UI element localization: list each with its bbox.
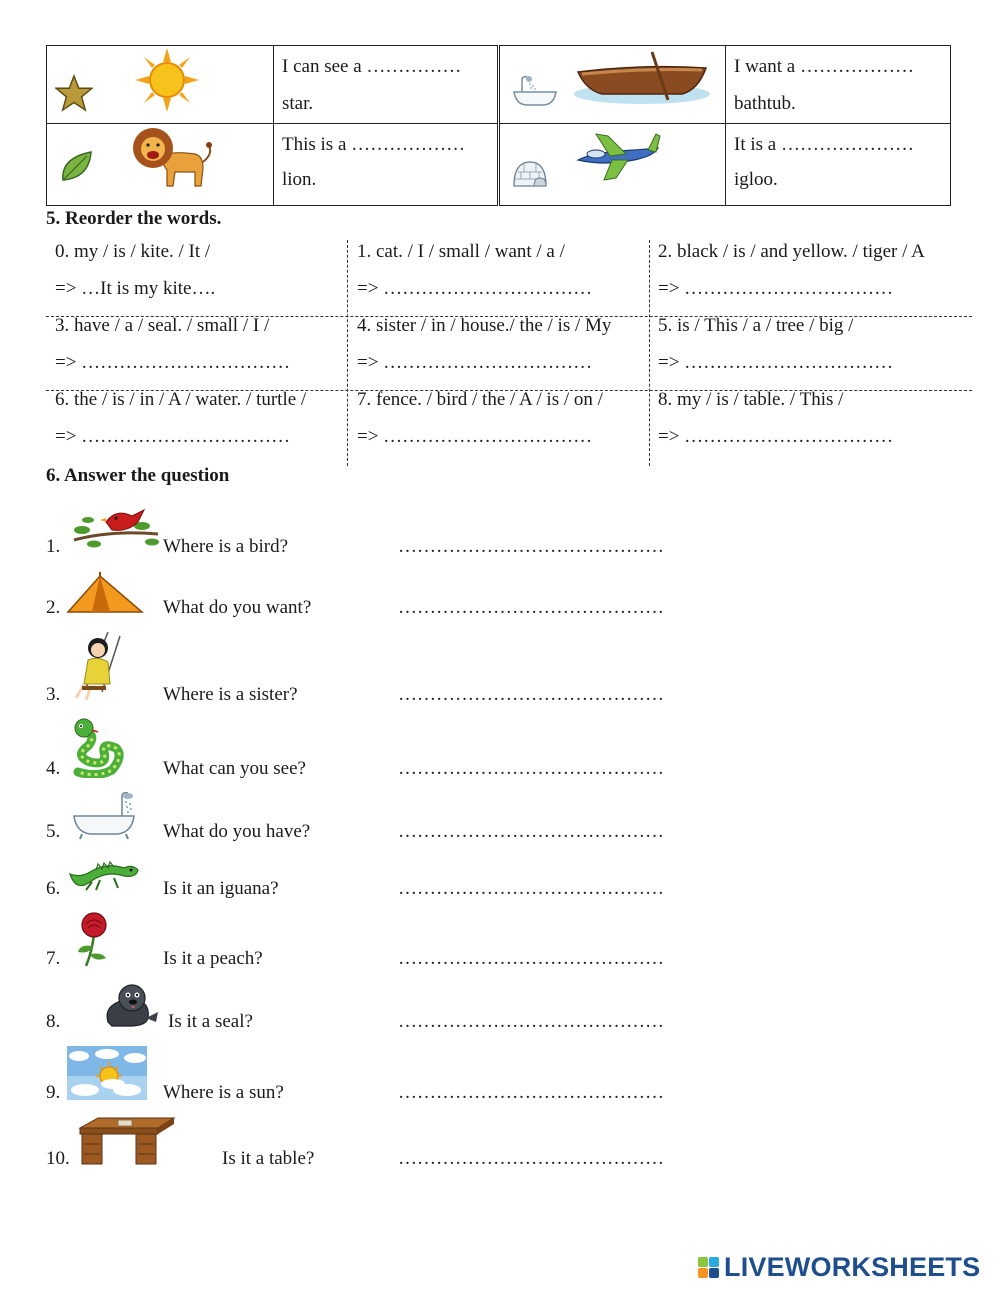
reorder-answer-blank[interactable]: => …………………………… — [357, 278, 593, 299]
boat-icon — [572, 50, 712, 106]
reorder-words: 7. fence. / bird / the / A / is / on / — [357, 389, 603, 410]
picture-sentence-table — [46, 45, 951, 206]
answer-blank[interactable]: …………………………………… — [398, 948, 664, 969]
question-text: Is it a peach? — [163, 948, 263, 969]
section-6-title: 6. Answer the question — [46, 465, 230, 486]
reorder-words: 8. my / is / table. / This / — [658, 389, 844, 410]
sentence-cell — [725, 123, 951, 206]
question-number: 4. — [46, 758, 61, 779]
question-text: Is it a table? — [222, 1148, 315, 1169]
answer-blank[interactable]: …………………………………… — [398, 758, 664, 779]
answer-word: lion. — [282, 169, 317, 190]
question-row — [46, 1011, 746, 1071]
question-number: 9. — [46, 1082, 61, 1103]
question-text: What do you want? — [163, 597, 312, 618]
reorder-item — [649, 388, 949, 462]
reorder-item — [348, 240, 648, 314]
question-text: Is it a seal? — [168, 1011, 253, 1032]
picture-cell-bathtub — [499, 45, 726, 124]
answer-blank[interactable]: …………………………………… — [398, 597, 664, 618]
airplane-icon — [574, 126, 662, 184]
section-5-title: 5. Reorder the words. — [46, 208, 222, 229]
sentence-text: I want a ……………… — [734, 56, 914, 77]
question-number: 3. — [46, 684, 61, 705]
reorder-answer-blank[interactable]: => …………………………… — [55, 426, 291, 447]
question-row — [46, 758, 746, 818]
reorder-words: 1. cat. / I / small / want / a / — [357, 241, 565, 262]
reorder-item — [348, 314, 648, 388]
question-row — [46, 597, 746, 657]
picture-cell-igloo — [499, 123, 726, 206]
reorder-words: 2. black / is / and yellow. / tiger / A — [658, 241, 925, 262]
reorder-words: 4. sister / in / house./ the / is / My — [357, 315, 612, 336]
question-number: 5. — [46, 821, 61, 842]
reorder-words: 5. is / This / a / tree / big / — [658, 315, 854, 336]
reorder-answer-blank[interactable]: => …………………………… — [658, 278, 894, 299]
star-icon — [55, 74, 93, 112]
question-row — [46, 821, 746, 881]
reorder-words: 6. the / is / in / A / water. / turtle / — [55, 389, 307, 410]
picture-cell-star — [46, 45, 274, 124]
question-row — [46, 1148, 746, 1208]
answer-blank[interactable]: …………………………………… — [398, 1148, 664, 1169]
answer-word: igloo. — [734, 169, 778, 190]
answer-word: star. — [282, 93, 314, 114]
question-text: Where is a bird? — [163, 536, 289, 557]
sentence-text: I can see a …………… — [282, 56, 462, 77]
sentence-text: It is a ………………… — [734, 134, 914, 155]
picture-cell-lion — [46, 123, 274, 206]
logo-text: LIVEWORKSHEETS — [724, 1252, 981, 1282]
lion-icon — [129, 124, 215, 190]
reorder-answer-blank[interactable]: => …………………………… — [357, 426, 593, 447]
question-number: 6. — [46, 878, 61, 899]
question-text: Where is a sister? — [163, 684, 298, 705]
question-number: 2. — [46, 597, 61, 618]
reorder-answer: => …It is my kite…. — [55, 278, 216, 299]
reorder-item — [649, 240, 949, 314]
question-row — [46, 684, 746, 744]
sentence-cell — [273, 45, 498, 124]
question-number: 8. — [46, 1011, 61, 1032]
question-text: Is it an iguana? — [163, 878, 279, 899]
reorder-item — [348, 388, 648, 462]
sentence-cell — [273, 123, 498, 206]
sun-icon — [135, 48, 199, 112]
question-text: What can you see? — [163, 758, 306, 779]
answer-blank[interactable]: …………………………………… — [398, 821, 664, 842]
answer-word: bathtub. — [734, 93, 796, 114]
reorder-answer-blank[interactable]: => …………………………… — [357, 352, 593, 373]
answer-blank[interactable]: …………………………………… — [398, 684, 664, 705]
reorder-answer-blank[interactable]: => …………………………… — [55, 352, 291, 373]
logo-mark-icon — [698, 1257, 720, 1279]
reorder-item — [46, 240, 346, 314]
bathtub-icon — [510, 74, 560, 110]
answer-blank[interactable]: …………………………………… — [398, 536, 664, 557]
reorder-grid — [46, 240, 972, 466]
question-text: What do you have? — [163, 821, 311, 842]
answer-blank[interactable]: …………………………………… — [398, 878, 664, 899]
sentence-text: This is a ……………… — [282, 134, 466, 155]
question-number: 1. — [46, 536, 61, 557]
reorder-words: 3. have / a / seal. / small / I / — [55, 315, 270, 336]
reorder-answer-blank[interactable]: => …………………………… — [658, 352, 894, 373]
reorder-words: 0. my / is / kite. / It / — [55, 241, 211, 262]
igloo-icon — [512, 160, 548, 188]
answer-blank[interactable]: …………………………………… — [398, 1011, 664, 1032]
question-number: 10. — [46, 1148, 70, 1169]
reorder-item — [46, 388, 346, 462]
sentence-cell — [725, 45, 951, 124]
question-row — [46, 536, 746, 596]
leaf-icon — [59, 148, 95, 184]
reorder-item — [649, 314, 949, 388]
question-row — [46, 878, 746, 938]
reorder-item — [46, 314, 346, 388]
answer-blank[interactable]: …………………………………… — [398, 1082, 664, 1103]
question-text: Where is a sun? — [163, 1082, 284, 1103]
question-number: 7. — [46, 948, 61, 969]
reorder-answer-blank[interactable]: => …………………………… — [658, 426, 894, 447]
